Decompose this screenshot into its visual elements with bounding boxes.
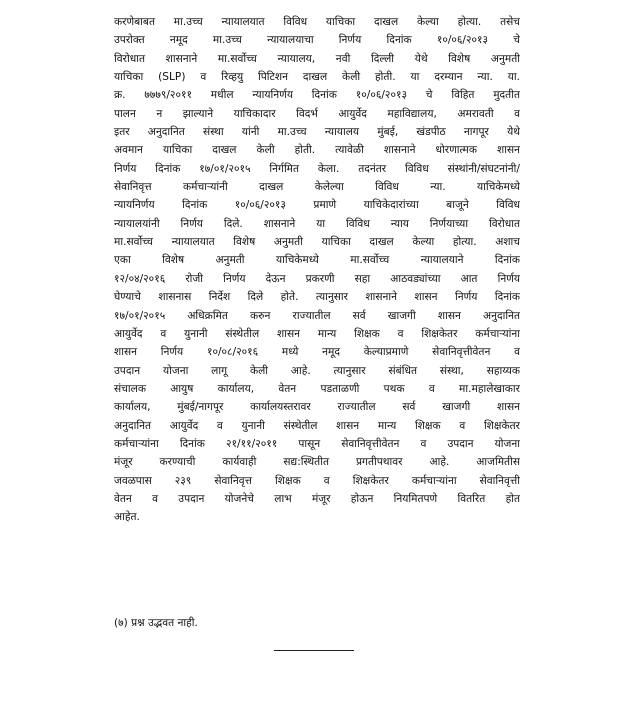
paragraph-line: उपरोक्त नमूद मा.उच्च न्यायालयाचा निर्णय दिनांक १०/०६/२०१३ चे: [114, 34, 520, 47]
paragraph-line: न्यायनिर्णय दिनांक १०/०६/२०१३ प्रमाणे याचिकेदारांच्या बाजूने विविध: [114, 199, 520, 212]
paragraph-line: जवळपास २३९ सेवानिवृत्त शिक्षक व शिक्षकेतर कर्मचाऱ्यांना सेवानिवृत्ती: [114, 474, 520, 487]
answer-paragraph: [114, 13, 520, 527]
paragraph-line: कर्मचाऱ्यांना दिनांक २१/११/२०११ पासून सेवानिवृत्तीवेतन व उपदान योजना: [114, 437, 520, 450]
paragraph-line: अनुदानित आयुर्वेद व युनानी संस्थेतील शासन मान्य शिक्षक व शिक्षकेतर: [114, 419, 520, 432]
paragraph-line: निर्णय दिनांक १७/०१/२०१५ निर्गमित केला. तदनंतर विविध संस्थांनी/संघटनांनी/: [114, 162, 520, 175]
paragraph-line: पालन न झाल्याने याचिकादार विदर्भ आयुर्वेद महाविद्यालय, अमरावती व: [114, 107, 520, 120]
paragraph-line: इतर अनुदानित संस्था यांनी मा.उच्च न्यायालय मुंबई, खंडपीठ नागपूर येथे: [114, 126, 520, 139]
paragraph-line: वेतन व उपदान योजनेचे लाभ मंजूर होऊन नियमितपणे वितरित होत: [114, 492, 520, 505]
paragraph-line: मा.सर्वोच्च न्यायालयात विशेष अनुमती याचिका दाखल केल्या होत्या. अशाच: [114, 236, 520, 249]
paragraph-line: विरोधात शासनाने मा.सर्वोच्च न्यायालय, नवी दिल्ली येथे विशेष अनुमती: [114, 52, 520, 65]
paragraph-line: याचिका (SLP) व रिव्हयु पिटिशन दाखल केली होती. या दरम्यान न्या. या.: [114, 71, 520, 84]
paragraph-line: मंजूर करण्याची कार्यवाही सद्य:स्थितीत प्रगतीपथावर आहे. आजमितीस: [114, 456, 520, 469]
paragraph-line: १२/०४/२०१६ रोजी निर्णय देऊन प्रकरणी सहा आठवड्यांच्या आत निर्णय: [114, 272, 520, 285]
paragraph-line: न्यायालयांनी निर्णय दिले. शासनाने या विविध न्याय निर्णयाच्या विरोधात: [114, 217, 520, 230]
paragraph-line: आयुर्वेद व युनानी संस्थेतील शासन मान्य शिक्षक व शिक्षकेतर कर्मचाऱ्यांना: [114, 327, 520, 340]
paragraph-line: क्र. ७७७९/२०११ मधील न्यायनिर्णय दिनांक १०/०६/२०१३ चे विहित मुदतीत: [114, 89, 520, 102]
point-seven: (७) प्रश्न उद्भवत नाही.: [114, 617, 198, 629]
paragraph-line: उपदान योजना लागू केली आहे. त्यानुसार संबंधित संस्था, सहाय्यक: [114, 364, 520, 377]
paragraph-line: एका विशेष अनुमती याचिकेमध्ये मा.सर्वोच्च न्यायालयाने दिनांक: [114, 254, 520, 267]
paragraph-line: आहेत.: [114, 511, 140, 524]
paragraph-line: संचालक आयुष कार्यालय, वेतन पडताळणी पथक व मा.महालेखाकार: [114, 382, 520, 395]
paragraph-line: सेवानिवृत्त कर्मचाऱ्यांनी दाखल केलेल्या विविध न्या. याचिकेमध्ये: [114, 181, 520, 194]
paragraph-line: अवमान याचिका दाखल केली होती. त्यावेळी शासनाने धोरणात्मक शासन: [114, 144, 520, 157]
paragraph-line: शासन निर्णय १०/०८/२०१६ मध्ये नमूद केल्याप्रमाणे सेवानिवृत्तीवेतन व: [114, 346, 520, 359]
paragraph-line: घेण्याचे शासनास निर्देश दिले होते. त्यानुसार शासनाने शासन निर्णय दिनांक: [114, 291, 520, 304]
end-divider: [274, 650, 354, 651]
paragraph-line: कार्यालय, मुंबई/नागपूर कार्यालयस्तरावर राज्यातील सर्व खाजगी शासन: [114, 401, 520, 414]
paragraph-line: १७/०१/२०१५ अधिक्रमित करुन राज्यातील सर्व खाजगी शासन अनुदानित: [114, 309, 520, 322]
paragraph-line: करणेबाबत मा.उच्च न्यायालयात विविध याचिका दाखल केल्या होत्या. तसेच: [114, 16, 520, 28]
